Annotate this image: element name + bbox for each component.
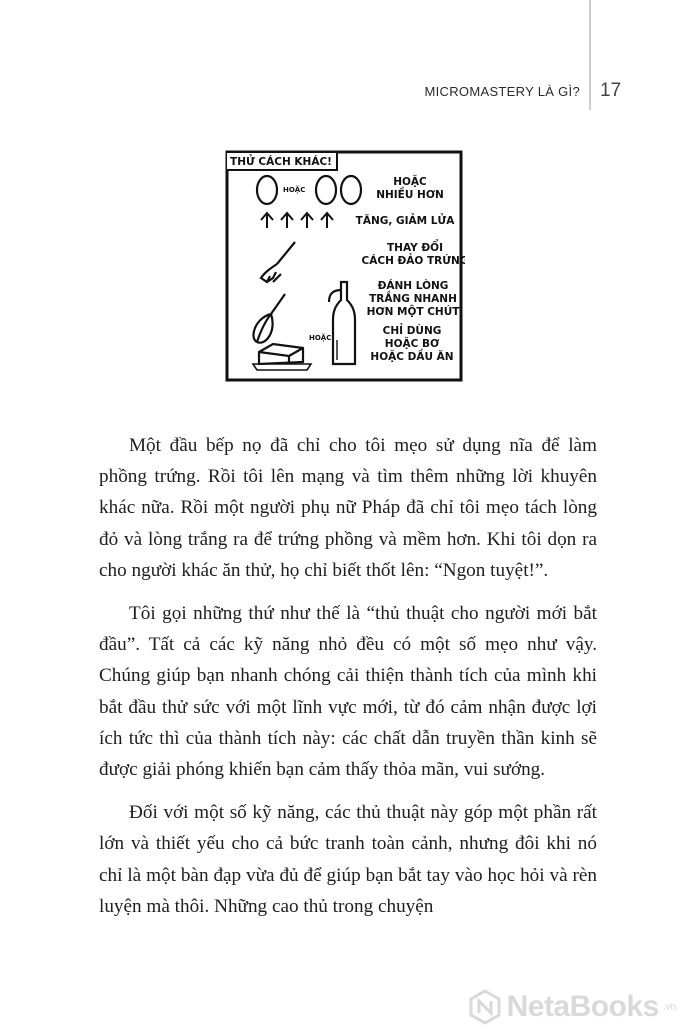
fat-label-line3: HOẶC DẦU ĂN — [370, 351, 454, 363]
header-rule — [589, 0, 591, 110]
whisk-label-line3: HƠN MỘT CHÚT — [366, 306, 460, 318]
flip-label-line2: CÁCH ĐẢO TRỨNG — [361, 255, 465, 267]
more-label-line1: HOẶC — [393, 176, 427, 188]
or-label-small: HOẶC — [309, 334, 332, 342]
netabooks-watermark — [467, 989, 676, 1025]
paragraph: Tôi gọi những thứ như thế là “thủ thuật cho người mới bắt đầu”. Tất cả các kỹ năng nhỏ đều có một số mẹo như vậy. Chúng giúp bạn nhanh chóng cải thiện thành tích của mình khi bắt đầu thử sức với một lĩnh vực mới, từ đó cảm nhận được lợi ích tức thì của thành tích này: các chất dẫn truyền thần kinh sẽ được giải phóng khiến bạn cảm thấy thỏa mãn, vui sướng. — [99, 603, 597, 781]
heat-label: TĂNG, GIẢM LỬA — [355, 215, 455, 227]
whisk-label-line1: ĐÁNH LÒNG — [377, 280, 449, 292]
more-label-line2: NHIỀU HƠN — [376, 189, 444, 201]
comic-illustration — [225, 150, 465, 386]
flip-label-line1: THAY ĐỔI — [387, 242, 443, 254]
comic-title: THỬ CÁCH KHÁC! — [230, 156, 332, 168]
body-text — [99, 430, 597, 934]
paragraph: Đối với một số kỹ năng, các thủ thuật này góp một phần rất lớn và thiết yếu cho cả bức tranh toàn cảnh, nhưng đôi khi nó chỉ là một bàn đạp vừa đủ để giúp bạn bắt tay vào học hỏi và rèn luyện mà thôi. Những cao thủ trong chuyện — [99, 802, 597, 917]
running-title: MICROMASTERY LÀ GÌ? — [424, 84, 580, 99]
whisk-label-line2: TRẮNG NHANH — [369, 293, 457, 305]
fat-label-line2: HOẶC BƠ — [384, 338, 440, 350]
paragraph: Một đầu bếp nọ đã chỉ cho tôi mẹo sử dụng nĩa để làm phồng trứng. Rồi tôi lên mạng và tìm thêm những lời khuyên khác nữa. Rồi một người phụ nữ Pháp đã chỉ tôi mẹo tách lòng đỏ và lòng trắng ra để trứng phồng và mềm hơn. Khi tôi dọn ra cho người khác ăn thử, họ chỉ biết thốt lên: “Ngon tuyệt!”. — [99, 435, 597, 581]
page-number: 17 — [600, 80, 622, 101]
netabooks-logo-icon — [467, 989, 503, 1025]
watermark-brand: NetaBooks — [506, 990, 659, 1023]
or-label-small: HOẶC — [283, 186, 306, 194]
watermark-suffix: .vn — [662, 1001, 676, 1013]
fat-label-line1: CHỈ DÙNG — [382, 325, 442, 337]
